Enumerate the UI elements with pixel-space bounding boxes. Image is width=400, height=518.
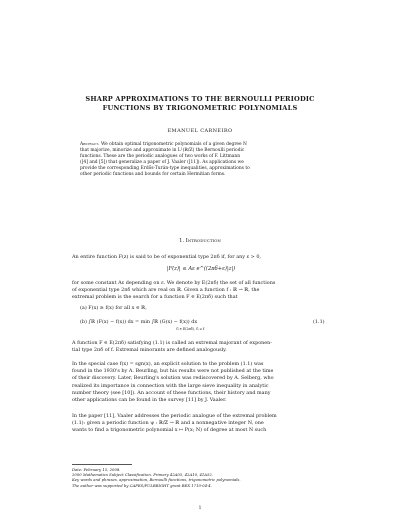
footnotes: [72, 467, 330, 488]
equation-growth-bound: |F(z)| ≤ Aε e^((2πδ+ε)|z|): [166, 266, 236, 272]
abstract-line: functions. These are the periodic analogues of two works of F. Littmann: [80, 154, 241, 160]
condition-a: (a) F(x) ≥ f(x) for all x ∈ ℝ,: [80, 305, 147, 311]
abstract-line: We obtain optimal trigonometric polynomials of a given degree N: [100, 142, 247, 147]
footnote-line: The author was supported by CAPES/FULBRIGHT grant BEX 1710-04-4.: [72, 482, 212, 488]
condition-b-subscript: G ∈ E(2πδ), G ≥ f: [176, 327, 205, 331]
paragraph-line: found in the 1930's by A. Beurling, but his results were not published at the time: [72, 368, 274, 375]
paragraph-line: In the special case f(x) = sgn(x), an explicit solution to the problem (1.1) was: [72, 361, 264, 367]
abstract: [80, 142, 324, 179]
paragraph-line: of their discovery. Later, Beurling's solution was rediscovered by A. Selberg, who: [72, 375, 274, 382]
paragraph-line: extremal problem is the search for a function F ∈ E(2πδ) such that: [72, 294, 238, 301]
footnote-rule: [72, 464, 132, 465]
paper-title: [40, 95, 360, 113]
paragraph-line: for some constant Aε depending on ε. We denote by E(2πδ) the set of all functions: [72, 280, 276, 286]
paragraph-beurling: [72, 361, 330, 404]
footnote-line: Key words and phrases. approximation, Bernoulli functions, trigonometric polynomials.: [72, 477, 241, 483]
abstract-line: ([4] and [5]) that generalize a paper of J. Vaaler ([11]). As applications we: [80, 160, 244, 166]
page-number: 1: [198, 506, 202, 511]
paragraph-line: number theory (see [10]). An account of these functions, their history and many: [72, 389, 271, 396]
abstract-line: that majorize, minorize and approximate in L¹(ℝ/ℤ) the Bernoulli periodic: [80, 148, 245, 154]
paragraph-line: A function F ∈ E(2πδ) satisfying (1.1) is called an extremal majorant of exponen-: [72, 340, 272, 346]
abstract-line: provide the corresponding Erdős-Turán-type inequalities, approximations to: [80, 166, 250, 172]
abstract-label: Abstract.: [80, 142, 100, 147]
paragraph-line: of exponential type 2πδ which are real on ℝ. Given a function f : ℝ → ℝ, the: [72, 287, 260, 294]
paragraph-line: In the paper [11], Vaaler addresses the periodic analogue of the extremal problem: [72, 413, 277, 419]
paragraph-intro: An entire function F(z) is said to be of exponential type 2πδ if, for any ε > 0,: [72, 254, 261, 260]
paragraph-vaaler: [72, 413, 330, 435]
title-line: FUNCTIONS BY TRIGONOMETRIC POLYNOMIALS: [102, 104, 298, 112]
equation-number: (1.1): [313, 319, 325, 325]
paragraph-definition: [72, 280, 330, 302]
paragraph-line: other applications can be found in the survey [11] by J. Vaaler.: [72, 397, 227, 404]
author-name: EMANUEL CARNEIRO: [167, 128, 233, 134]
paragraph-extremal: [72, 340, 330, 354]
footnote-line: Date: February 15, 2008.: [72, 467, 121, 472]
section-heading: 1. Introduction: [179, 238, 221, 244]
condition-b: (b) ∫ℝ (F(x) − f(x)) dx = min ∫ℝ (G(x) − f(x)) dx: [80, 319, 198, 325]
paragraph-line: realized its importance in connection with the large sieve inequality in analytic: [72, 382, 269, 389]
abstract-line: other periodic functions and bounds for certain Hermitian forms.: [80, 172, 226, 178]
title-line: SHARP APPROXIMATIONS TO THE BERNOULLI PERIODIC: [85, 95, 315, 103]
paragraph-line: wants to find a trigonometric polynomial x ↦ P(x; N) of degree at most N such: [72, 427, 267, 434]
footnote-line: 2000 Mathematics Subject Classification. Primary 42A05, 42A10, 41A52.: [72, 472, 214, 478]
paragraph-line: tial type 2πδ of f. Extremal minorants are defined analogously.: [72, 347, 227, 354]
paragraph-line: (1.1): given a periodic function ψ : ℝ/ℤ → ℝ and a nonnegative integer N, one: [72, 420, 264, 427]
